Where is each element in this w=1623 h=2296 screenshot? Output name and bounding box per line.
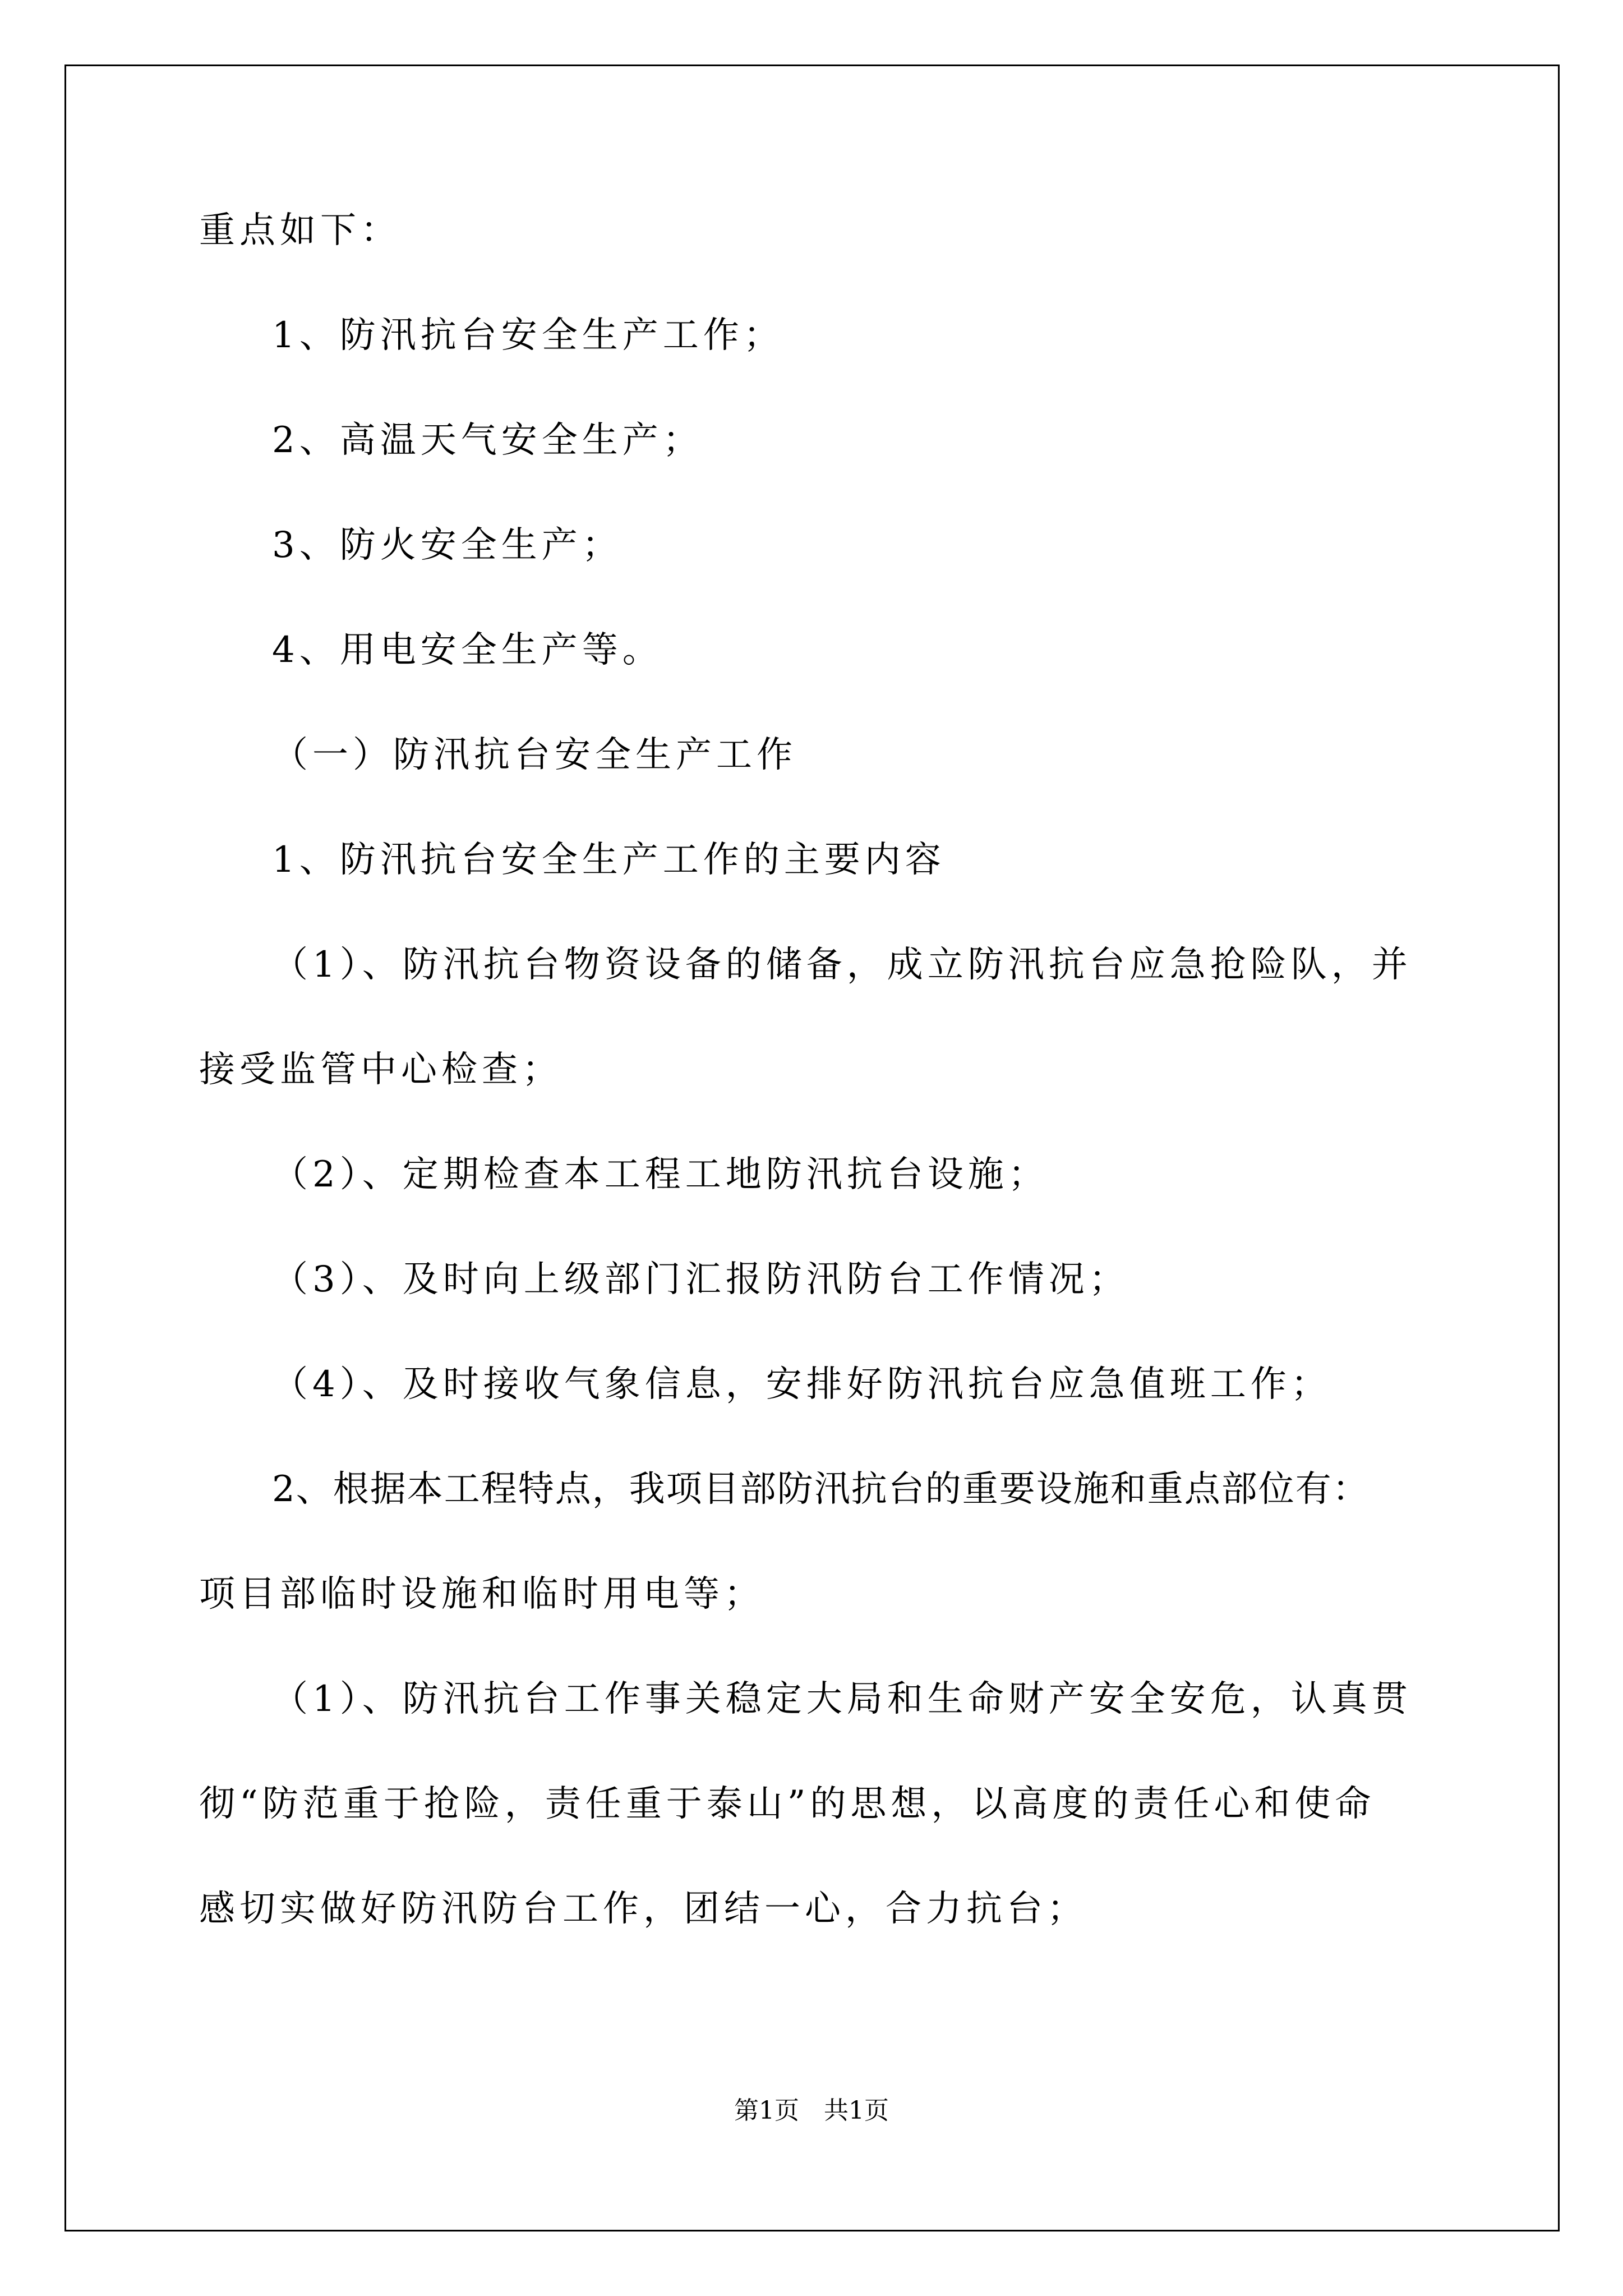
section-heading: （一）防汛抗台安全生产工作 — [272, 734, 797, 776]
text-line: 2、高温天气安全生产； — [272, 420, 703, 461]
text-line: 项目部临时设施和临时用电等； — [199, 1573, 764, 1615]
page-number-footer: 第1页 共1页 — [734, 2096, 889, 2125]
text-line: 1、防汛抗台安全生产工作； — [272, 315, 784, 356]
text-line: 感切实做好防汛防台工作，团结一心，合力抗台； — [199, 1888, 1087, 1930]
text-line: （1）、防汛抗台工作事关稳定大局和生命财产安全安危，认真贯 — [272, 1678, 1412, 1720]
text-line: （2）、定期检查本工程工地防汛抗台设施； — [272, 1154, 1049, 1195]
text-line: 4、用电安全生产等。 — [272, 629, 663, 671]
text-line: 2、根据本工程特点，我项目部防汛抗台的重要设施和重点部位有： — [272, 1469, 1370, 1510]
text-line: （4）、及时接收气象信息，安排好防汛抗台应急值班工作； — [272, 1364, 1331, 1405]
text-line: 彻“防范重于抢险，责任重于泰山”的思想，以高度的责任心和使命 — [199, 1783, 1376, 1825]
text-line: 接受监管中心检查； — [199, 1049, 562, 1091]
text-line: 1、防汛抗台安全生产工作的主要内容 — [272, 839, 946, 881]
text-line-heading: 重点如下： — [199, 210, 401, 251]
text-line: （3）、及时向上级部门汇报防汛防台工作情况； — [272, 1259, 1129, 1300]
text-line: （1）、防汛抗台物资设备的储备，成立防汛抗台应急抢险队，并 — [272, 944, 1412, 986]
text-line: 3、防火安全生产； — [272, 524, 623, 566]
